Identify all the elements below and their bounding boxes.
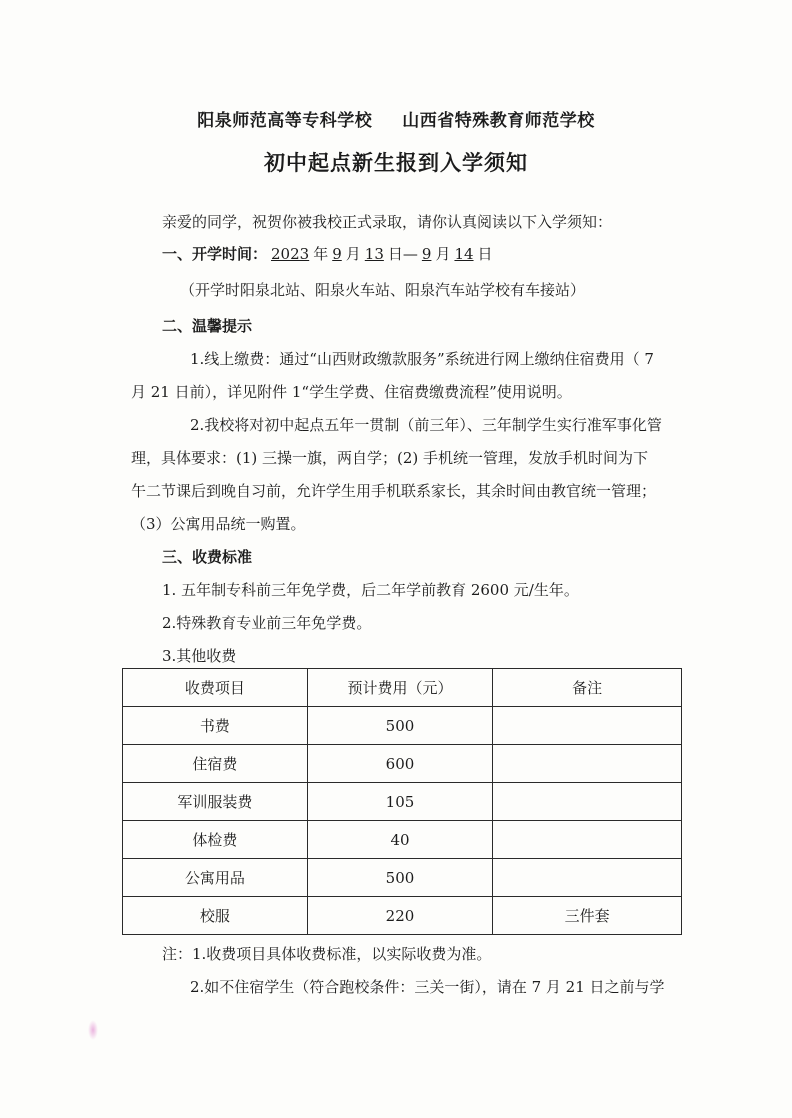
row-note (493, 745, 682, 783)
tip1-line1: 1.线上缴费：通过“山西财政缴款服务”系统进行网上缴纳住宿费用（ 7 (190, 350, 654, 368)
tip2-line2: 理，具体要求：(1) 三操一旗，两自学；(2) 手机统一管理，发放手机时间为下 (131, 449, 649, 467)
opening-month-end: 9 (421, 245, 432, 263)
tip2-line4: （3）公寓用品统一购置。 (131, 515, 306, 533)
row-cost: 105 (307, 783, 493, 821)
opening-day-end: 14 (454, 245, 474, 263)
fee-item3: 3.其他收费 (162, 647, 237, 665)
fee-item1: 1. 五年制专科前三年免学费，后二年学前教育 2600 元/生年。 (162, 581, 579, 599)
fee-table (122, 668, 682, 935)
row-cost: 220 (307, 897, 493, 935)
row-cost: 600 (307, 745, 493, 783)
section2-heading: 二、温馨提示 (162, 317, 253, 335)
table-row (123, 783, 682, 821)
table-row (123, 707, 682, 745)
opening-day-start: 13 (364, 245, 384, 263)
opening-time: 一、开学时间： 2023 年 9 月 13 日— 9 月 14 日 (162, 245, 493, 263)
table-row (123, 897, 682, 935)
fee-item2: 2.特殊教育专业前三年免学费。 (162, 614, 372, 632)
row-note (493, 821, 682, 859)
pickup-note: （开学时阳泉北站、阳泉火车站、阳泉汽车站学校有车接站） (180, 281, 586, 299)
opening-year: 2023 (271, 245, 310, 263)
tip2-line1: 2.我校将对初中起点五年一贯制（前三年）、三年制学生实行准军事化管 (190, 416, 662, 434)
table-header-row (123, 669, 682, 707)
ink-mark (88, 1020, 98, 1040)
table-row (123, 859, 682, 897)
school-name-a: 阳泉师范高等专科学校 (197, 111, 373, 131)
row-note: 三件套 (493, 897, 682, 935)
school-name-b: 山西省特殊教育师范学校 (402, 111, 595, 131)
row-note (493, 707, 682, 745)
note-1: 注：1.收费项目具体收费标准，以实际收费为准。 (162, 945, 492, 963)
row-cost: 500 (307, 859, 493, 897)
header-cost: 预计费用（元） (307, 669, 493, 707)
row-note (493, 859, 682, 897)
document-title: 初中起点新生报到入学须知 (264, 151, 528, 175)
section1-heading: 一、开学时间： (162, 245, 268, 263)
table-row (123, 821, 682, 859)
row-item: 体检费 (123, 821, 308, 859)
row-item: 校服 (123, 897, 308, 935)
school-names (0, 106, 792, 131)
note-2: 2.如不住宿学生（符合跑校条件：三关一街），请在 7 月 21 日之前与学 (190, 978, 665, 996)
tip2-line3: 午二节课后到晚自习前，允许学生用手机联系家长，其余时间由教官统一管理； (131, 482, 657, 500)
header-item: 收费项目 (123, 669, 308, 707)
row-cost: 500 (307, 707, 493, 745)
header-note: 备注 (493, 669, 682, 707)
row-cost: 40 (307, 821, 493, 859)
greeting: 亲爱的同学，祝贺你被我校正式录取，请你认真阅读以下入学须知： (162, 213, 613, 231)
section3-heading: 三、收费标准 (162, 548, 253, 566)
opening-month-start: 9 (332, 245, 342, 263)
table-row (123, 745, 682, 783)
row-item: 公寓用品 (123, 859, 308, 897)
row-note (493, 783, 682, 821)
row-item: 住宿费 (123, 745, 308, 783)
row-item: 军训服装费 (123, 783, 308, 821)
tip1-line2: 月 21 日前），详见附件 1“学生学费、住宿费缴费流程”使用说明。 (131, 383, 572, 401)
row-item: 书费 (123, 707, 308, 745)
